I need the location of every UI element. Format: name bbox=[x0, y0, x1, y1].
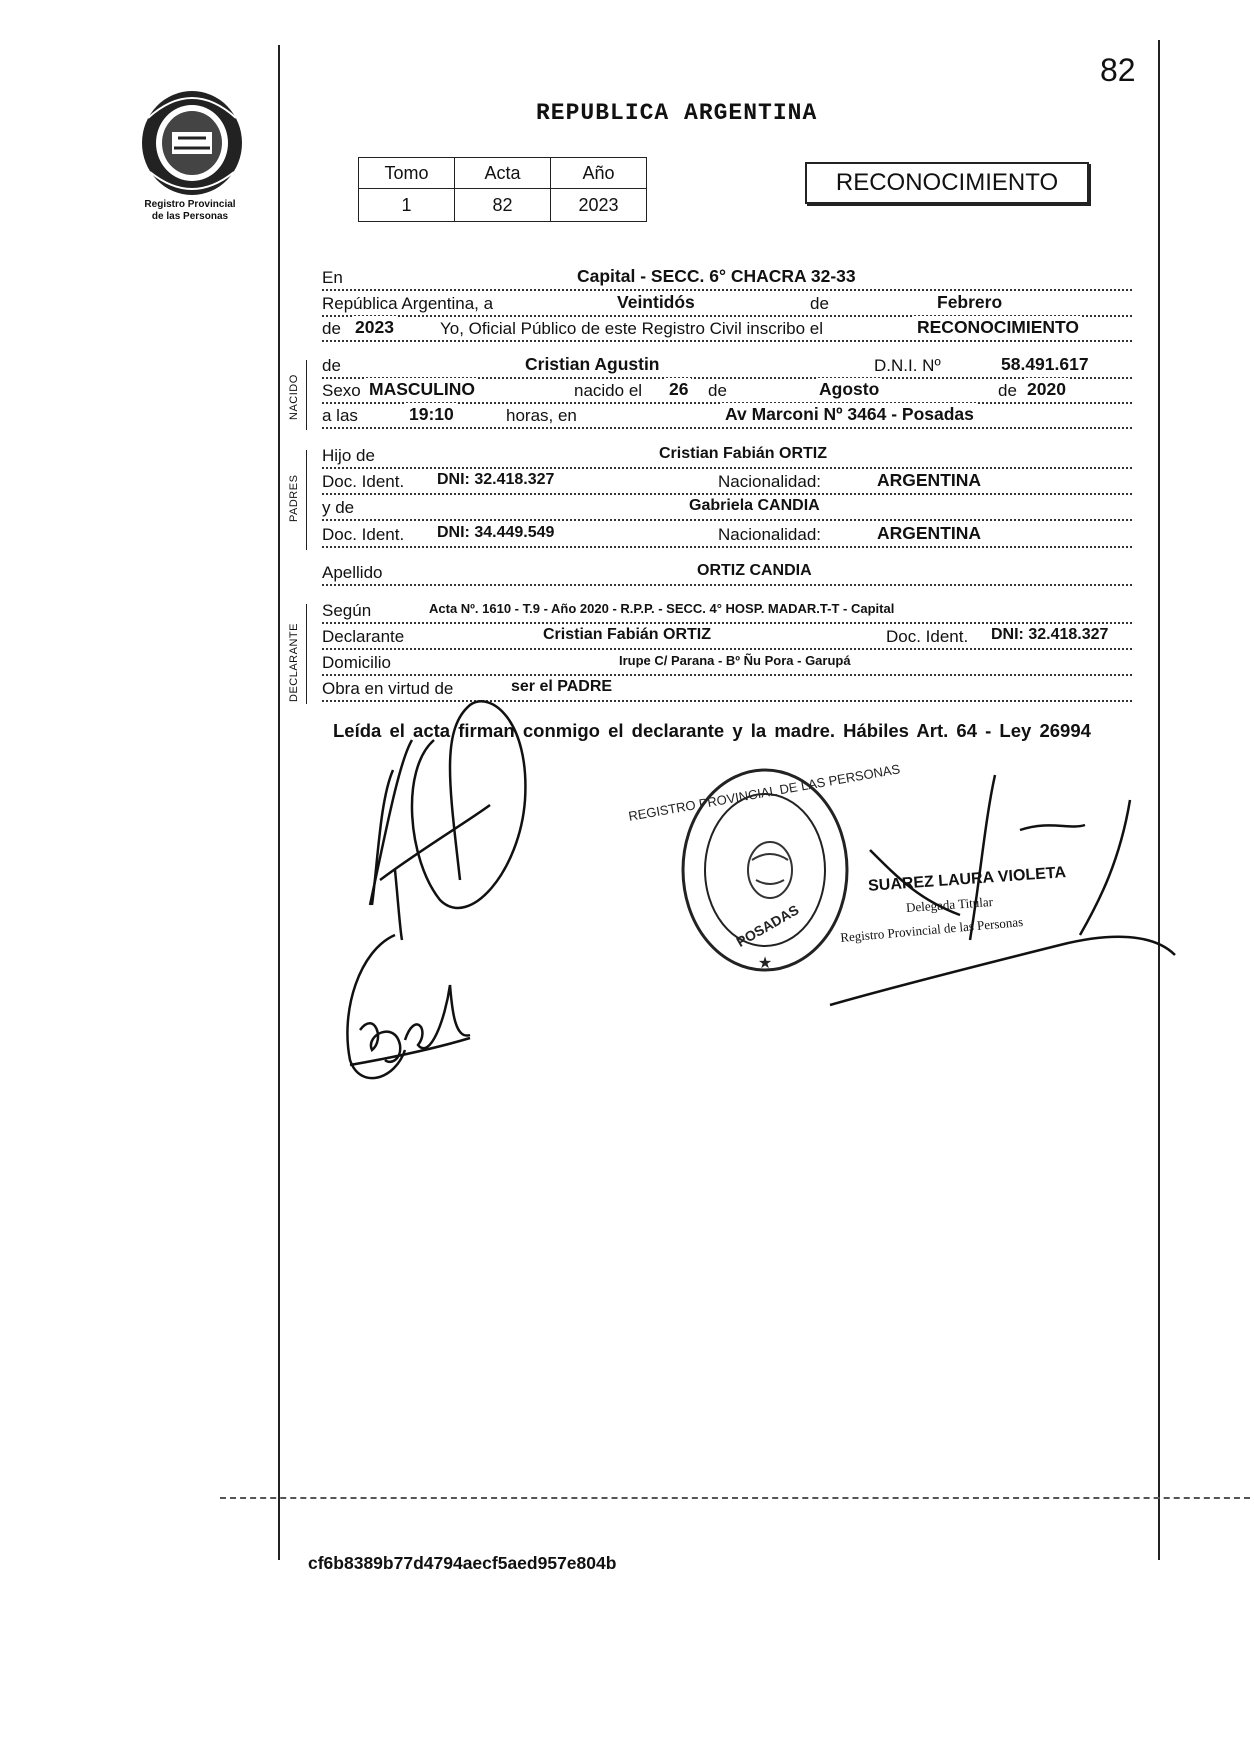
officer-signature-icon bbox=[830, 775, 1175, 1005]
page-title: REPUBLICA ARGENTINA bbox=[536, 100, 818, 126]
officer-name: SUAREZ LAURA VIOLETA bbox=[867, 864, 1067, 895]
header-tomo: Tomo bbox=[359, 158, 455, 189]
father-row: Hijo de Cristian Fabián ORTIZ bbox=[322, 443, 1132, 469]
father-doc-row: Doc. Ident. DNI: 32.418.327 Nacionalidad: ARGENTINA bbox=[322, 469, 1132, 495]
svg-text:REGISTRO PROVINCIAL DE LAS PER: REGISTRO PROVINCIAL DE LAS PERSONAS bbox=[627, 761, 902, 824]
svg-text:★: ★ bbox=[757, 955, 773, 972]
value-anio: 2023 bbox=[551, 189, 647, 222]
closing-text: Leída el acta firman conmigo el declarante y la madre. Hábiles Art. 64 - Ley 26994 bbox=[333, 720, 1091, 741]
obra-row: Obra en virtud de ser el PADRE bbox=[322, 676, 1132, 702]
value-acta: 82 bbox=[455, 189, 551, 222]
value-tomo: 1 bbox=[359, 189, 455, 222]
place-row: En Capital - SECC. 6° CHACRA 32-33 bbox=[322, 265, 1132, 291]
header-acta: Acta bbox=[455, 158, 551, 189]
declarant-signature-icon bbox=[370, 701, 525, 940]
header-anio: Año bbox=[551, 158, 647, 189]
domicile-row: Domicilio Irupe C/ Parana - Bº Ñu Pora - Garupá bbox=[322, 650, 1132, 676]
officer-role: Delegada Titular bbox=[905, 893, 994, 916]
mother-signature-icon bbox=[347, 935, 470, 1078]
segun-row: Según Acta Nº. 1610 - T.9 - Año 2020 - R.P.P. - SECC. 4° HOSP. MADAR.T-T - Capital bbox=[322, 598, 1132, 624]
svg-text:POSADAS: POSADAS bbox=[733, 901, 802, 950]
record-type-box: RECONOCIMIENTO bbox=[805, 162, 1089, 204]
declarant-row: Declarante Cristian Fabián ORTIZ Doc. Ident. DNI: 32.418.327 bbox=[322, 624, 1132, 650]
surname-row: Apellido ORTIZ CANDIA bbox=[322, 560, 1132, 586]
seal-caption: Registro Provincial de las Personas bbox=[144, 199, 236, 222]
declarante-section-label: DECLARANTE bbox=[288, 623, 300, 702]
mother-doc-row: Doc. Ident. DNI: 34.449.549 Nacionalidad: ARGENTINA bbox=[322, 522, 1132, 548]
inscription-row: de 2023 Yo, Oficial Público de este Registro Civil inscribo el RECONOCIMIENTO bbox=[322, 316, 1132, 342]
mother-row: y de Gabriela CANDIA bbox=[322, 495, 1132, 521]
padres-section-label: PADRES bbox=[288, 474, 300, 522]
date-row: República Argentina, a Veintidós de Febrero bbox=[322, 291, 1132, 317]
page-number: 82 bbox=[1100, 52, 1136, 88]
child-name-row: de Cristian Agustin D.N.I. Nº 58.491.617 bbox=[322, 353, 1132, 379]
birth-row: Sexo MASCULINO nacido el 26 de Agosto de 2020 bbox=[322, 378, 1132, 404]
nacido-section-label: NACIDO bbox=[288, 374, 300, 420]
birth-time-row: a las 19:10 horas, en Av Marconi Nº 3464 - Posadas bbox=[322, 403, 1132, 429]
document-hash: cf6b8389b77d4794aecf5aed957e804b bbox=[308, 1553, 617, 1573]
officer-org: Registro Provincial de las Personas bbox=[839, 914, 1024, 945]
